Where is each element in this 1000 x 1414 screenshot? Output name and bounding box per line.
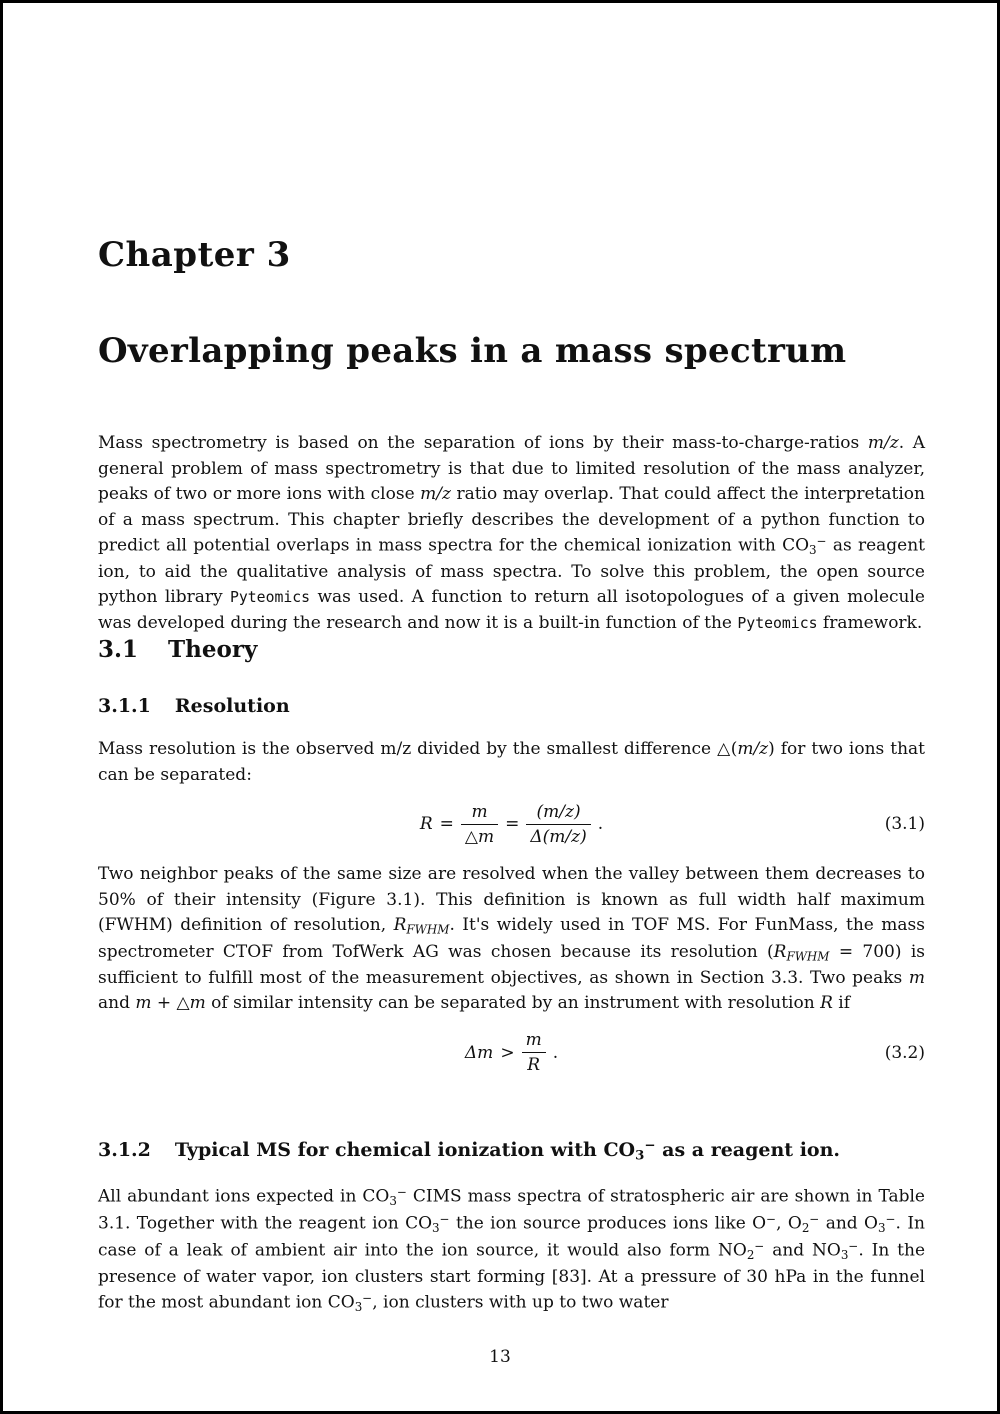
- section-3-1-2-heading: [98, 1139, 925, 1164]
- eq32-lhs: Δm: [464, 1042, 494, 1063]
- eq31-fraction-1: [461, 802, 498, 847]
- section-3-1-1-title: Resolution: [174, 695, 290, 718]
- ms-paragraph: All abundant ions expected in $CO_3^-$ CIMS mass spectra of stratospheric air are shown in Table 3.1. Together with the reagent ion $CO_3^-$ the ion source produces ions like O−, $O_2^-$ and $O_3^-$. In case of a leak of ambient air into the ion source, it would also form $NO_2^-$ and $NO_3^-$. In the presence of water vapor, ion clusters start forming [83]. At a pressure of 30 hPa in the funnel for the most abundant ion $CO_3^-$, ion clusters with up to two water: [98, 1184, 926, 1315]
- equation-3-1: [98, 800, 925, 848]
- chapter-title: Overlapping peaks in a mass spectrum: [98, 331, 847, 371]
- intro-paragraph: Mass spectrometry is based on the separation of ions by their mass-to-charge-ratios m/z. A general problem of mass spectrometry is that due to limited resolution of the mass analyzer, peaks of two or more ions with close m/z ratio may overlap. That could affect the interpretation of a mass spectrum. This chapter briefly describes the development of a python function to predict all potential overlaps in mass spectra for the chemical ionization with $CO_3^-$ as reagent ion, to aid the qualitative analysis of mass spectra. To solve this problem, the open source python library Pyteomics was used. A function to return all isotopologues of a given molecule was developed during the research and now it is a built-in function of the Pyteomics framework.: [98, 433, 925, 633]
- equation-3-2: [98, 1029, 925, 1077]
- equation-3-1-body: [420, 802, 603, 847]
- eq31-frac2-numerator: (m/z): [536, 801, 581, 822]
- eq31-equals-1: =: [439, 814, 454, 835]
- resolution-body-paragraph: Two neighbor peaks of the same size are resolved when the valley between them decreases to 50% of their intensity (Figure 3.1). This definition is known as full width half maximum (FWHM) definition of resolution, RFWHM. It's widely used in TOF MS. For FunMass, the mass spectrometer CTOF from TofWerk AG was chosen because its resolution (RFWHM = 700) is sufficient to fulfill most of the measurement objectives, as shown in Section 3.3. Two peaks m and m + △m of similar intensity can be separated by an instrument with resolution R if: [98, 864, 926, 1014]
- eq31-frac2-denominator: Δ(m/z): [526, 824, 590, 847]
- resolution-intro-paragraph: Mass resolution is the observed m/z divided by the smallest difference △(m/z) for two ions that can be separated:: [98, 739, 925, 785]
- eq31-fraction-2: [526, 802, 590, 847]
- equation-3-2-body: [465, 1030, 558, 1075]
- equation-3-2-number: (3.2): [884, 1042, 925, 1063]
- section-3-1-title: Theory: [168, 636, 258, 664]
- section-3-1-2-number: 3.1.2: [98, 1139, 151, 1162]
- section-3-1-1-heading: [98, 695, 925, 717]
- equation-3-1-number: (3.1): [884, 814, 925, 835]
- eq32-period: .: [552, 1042, 559, 1063]
- chapter-label: Chapter 3: [98, 235, 291, 275]
- eq31-lhs: R: [419, 814, 433, 835]
- eq31-frac1-numerator: m: [471, 801, 488, 822]
- section-3-1-1-number: 3.1.1: [98, 695, 151, 718]
- eq31-equals-2: =: [505, 814, 520, 835]
- page-number: 13: [489, 1347, 511, 1367]
- eq32-frac-denominator: R: [522, 1052, 546, 1075]
- eq31-frac1-denominator: △m: [461, 824, 498, 847]
- eq31-period: .: [597, 814, 604, 835]
- eq32-greater-than: >: [500, 1042, 515, 1063]
- eq32-fraction: [522, 1030, 546, 1075]
- page-content: [3, 3, 997, 1317]
- section-3-1-2-title: Typical MS for chemical ionization with $CO_3^-$ as a reagent ion.: [174, 1138, 841, 1164]
- section-3-1-heading: [98, 636, 925, 663]
- eq32-frac-numerator: m: [525, 1030, 542, 1051]
- section-3-1-number: 3.1: [98, 636, 139, 664]
